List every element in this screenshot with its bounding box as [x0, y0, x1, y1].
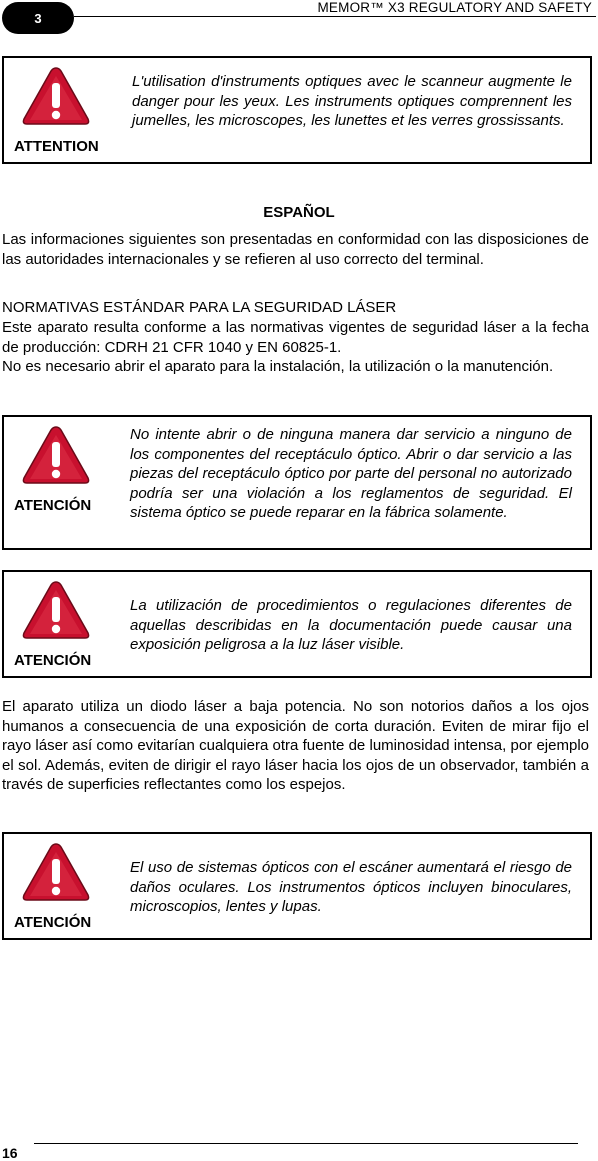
- warning-triangle-icon: [20, 840, 92, 904]
- diode-paragraph: El aparato utiliza un diodo láser a baja potencia. No son notorios daños a los ojos humanos a consecuencia de una exposición de corta duración. Eviten de mirar fijo el rayo láser así como evitarían cualquiera otra fuente de luminosidad intensa, por ejemplo el sol. Además, eviten de dirigir el rayo láser hacia los ojos de un observador, también a través de superficies reflectantes como los espejos.: [2, 698, 589, 793]
- warning-triangle-icon: [20, 578, 92, 642]
- warning-box-atencion-service: [2, 415, 592, 550]
- warning-box-atencion-procedures: [2, 570, 592, 678]
- warning-box-attention: [2, 56, 592, 164]
- intro-paragraph: Las informaciones siguientes son presentadas en conformidad con las disposiciones de las autoridades internacionales y se refieren al uso correcto del terminal.: [2, 231, 589, 268]
- section-heading: ESPAÑOL: [263, 204, 335, 221]
- warning-label: ATTENTION: [14, 138, 99, 155]
- chapter-badge: [2, 2, 74, 34]
- standards-paragraph: Este aparato resulta conforme a las normativas vigentes de seguridad láser a la fecha de producción: CDRH 21 CFR 1040 y EN 60825-1.: [2, 319, 589, 356]
- warning-label: ATENCIÓN: [14, 914, 92, 931]
- warning-label: ATENCIÓN: [14, 497, 92, 514]
- header-rule: [74, 16, 596, 17]
- warning-text: No intente abrir o de ninguna manera dar servicio a ninguno de los componentes del receptáculo óptico. Abrir o dar servicio a las piezas del receptáculo óptico por parte del personal no autorizado podría ser una violación a los reglamentos de seguridad. El sistema óptico se puede reparar en la fábrica solamente.: [130, 426, 572, 521]
- header-title: MEMOR™ X3 REGULATORY AND SAFETY: [317, 0, 592, 15]
- warning-text: L'utilisation d'instruments optiques avec le scanneur augmente le danger pour les yeux. Les instruments optiques comprennent les jumelles, les microscopes, les lunettes et les verres grossissants.: [132, 73, 572, 129]
- page-number: 16: [2, 1145, 18, 1161]
- warning-box-atencion-optics: [2, 832, 592, 940]
- warning-triangle-icon: [20, 423, 92, 487]
- warning-triangle-icon: [20, 64, 92, 128]
- chapter-number: 3: [34, 10, 42, 26]
- warning-text: El uso de sistemas ópticos con el escáner aumentará el riesgo de daños oculares. Los instrumentos ópticos incluyen binoculares, microscopios, lentes y lupas.: [130, 859, 572, 915]
- warning-label: ATENCIÓN: [14, 652, 92, 669]
- footer-rule: [34, 1143, 578, 1144]
- no-open-paragraph: No es necesario abrir el aparato para la instalación, la utilización o la manutención.: [2, 358, 554, 375]
- warning-text: La utilización de procedimientos o regulaciones diferentes de aquellas describidas en la documentación puede causar una exposición peligrosa a la luz láser visible.: [130, 597, 572, 653]
- standards-heading: NORMATIVAS ESTÁNDAR PARA LA SEGURIDAD LÁSER: [2, 299, 397, 316]
